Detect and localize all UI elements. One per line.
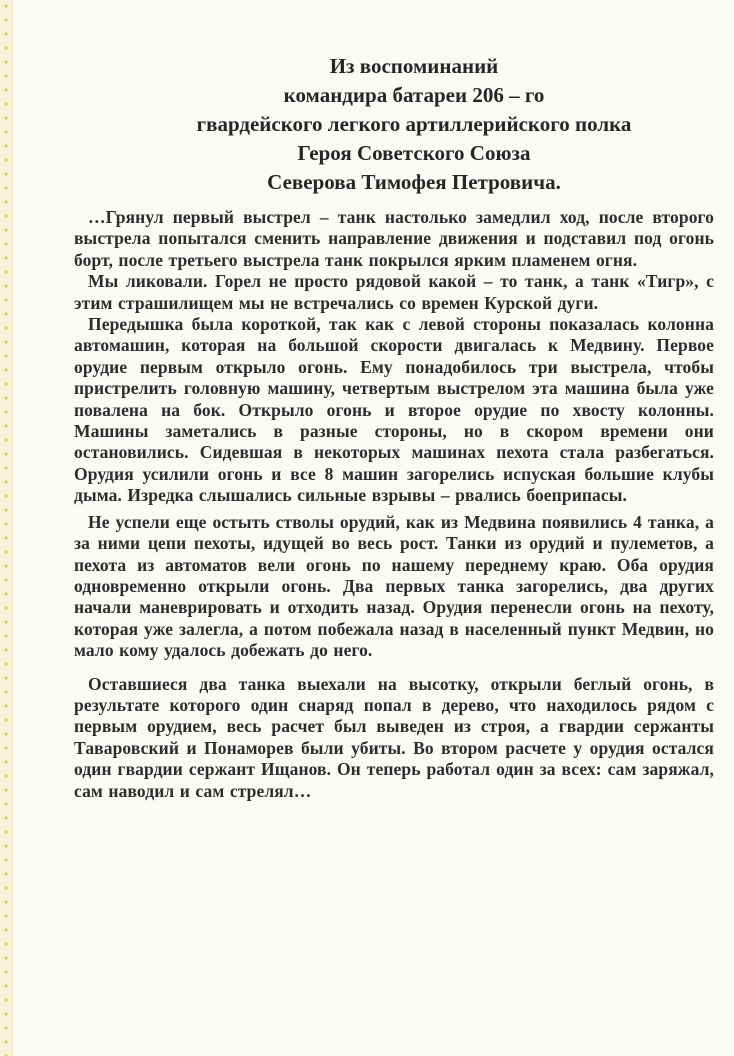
paragraph: Передышка была короткой, так как с левой стороны показалась колонна автомашин, которая на большой скорости двигалась к Медвину. Первое орудие первым открыло огонь. Ему понадобилось три выстрела, чтобы пристрелить головную машину, четвертым выстрелом эта машина была уже повалена на бок. Открыло огонь и второе орудие по хвосту колонны. Машины заметались в разные стороны, но в скором времени они остановились. Сидевшая в некоторых машинах пехота стала разбегаться. Орудия усилили огонь и все 8 машин загорелись испуская большие клубы дыма. Изредка слышались сильные взрывы – рвались боеприпасы. <box>74 314 714 506</box>
heading-line: гвардейского легкого артиллерийского полка <box>196 112 632 136</box>
decorative-left-border <box>0 0 13 1056</box>
paragraph: …Грянул первый выстрел – танк настолько замедлил ход, после второго выстрела попытался сменить направление движения и подставил под огонь борт, после третьего выстрела танк покрылся ярким пламенем огня. <box>74 207 714 270</box>
paragraph: Мы ликовали. Горел не просто рядовой какой – то танк, а танк «Тигр», с этим страшилищем мы не встречались со времен Курской дуги. <box>74 271 714 313</box>
document-body <box>74 207 714 802</box>
document-page <box>74 52 714 1052</box>
document-heading <box>74 52 714 197</box>
heading-line: командира батареи 206 – го <box>283 83 545 107</box>
heading-line: Героя Советского Союза <box>297 141 531 165</box>
heading-line: Из воспоминаний <box>329 54 499 78</box>
paragraph: Оставшиеся два танка выехали на высотку, открыли беглый огонь, в результате которого один снаряд попал в дерево, что находилось рядом с первым орудием, весь расчет был выведен из строя, а гвардии сержанты Таваровский и Понаморев были убиты. Во втором расчете у орудия остался один гвардии сержант Ищанов. Он теперь работал один за всех: сам заряжал, сам наводил и сам стрелял… <box>74 673 714 801</box>
paragraph: Не успели еще остыть стволы орудий, как из Медвина появились 4 танка, а за ними цепи пехоты, идущей во весь рост. Танки из орудий и пулеметов, а пехота из автоматов вели огонь по нашему переднему краю. Оба орудия одновременно открыли огонь. Два первых танка загорелись, два других начали маневрировать и отходить назад. Орудия перенесли огонь на пехоту, которая уже залегла, а потом побежала назад в населенный пункт Медвин, но мало кому удалось добежать до него. <box>74 511 714 661</box>
heading-line: Северова Тимофея Петровича. <box>267 170 561 194</box>
